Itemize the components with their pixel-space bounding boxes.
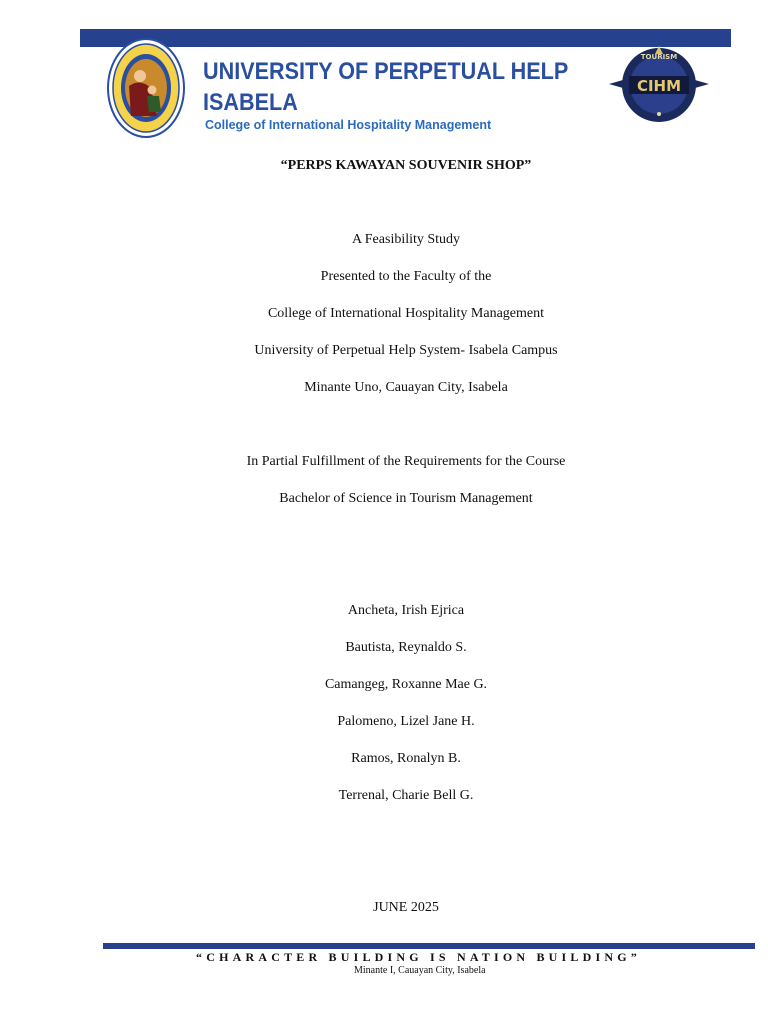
- campus-name: ISABELA: [203, 89, 298, 116]
- college-name: College of International Hospitality Management: [205, 118, 492, 132]
- uphs-seal-icon: [107, 38, 185, 138]
- author-name: Ramos, Ronalyn B.: [351, 751, 461, 766]
- cihm-logo-icon: [607, 40, 711, 130]
- svg-text:TOURISM: TOURISM: [640, 53, 678, 61]
- university-name: UNIVERSITY OF PERPETUAL HELP: [203, 58, 569, 85]
- submission-date: JUNE 2025: [373, 900, 439, 915]
- fulfillment-line: In Partial Fulfillment of the Requirements for the Course: [246, 454, 566, 469]
- presentation-line: Minante Uno, Cauayan City, Isabela: [304, 380, 508, 395]
- author-name: Camangeg, Roxanne Mae G.: [324, 677, 488, 692]
- fulfillment-line: Bachelor of Science in Tourism Management: [279, 491, 533, 506]
- letterhead: [0, 0, 768, 140]
- footer-address: Minante I, Cauayan City, Isabela: [354, 965, 486, 976]
- presentation-line: College of International Hospitality Management: [267, 306, 545, 321]
- author-name: Palomeno, Lizel Jane H.: [337, 714, 475, 729]
- author-name: Bautista, Reynaldo S.: [345, 640, 467, 655]
- author-name: Ancheta, Irish Ejrica: [347, 603, 465, 618]
- study-title: “PERPS KAWAYAN SOUVENIR SHOP”: [280, 158, 532, 173]
- footer-motto: “CHARACTER BUILDING IS NATION BUILDING”: [196, 950, 641, 964]
- presentation-line: University of Perpetual Help System- Isabela Campus: [254, 343, 558, 358]
- svg-text:CIHM: CIHM: [636, 77, 682, 95]
- presentation-line: A Feasibility Study: [351, 232, 461, 247]
- footer-bar: [103, 943, 755, 949]
- author-name: Terrenal, Charie Bell G.: [338, 788, 474, 803]
- presentation-line: Presented to the Faculty of the: [320, 269, 492, 284]
